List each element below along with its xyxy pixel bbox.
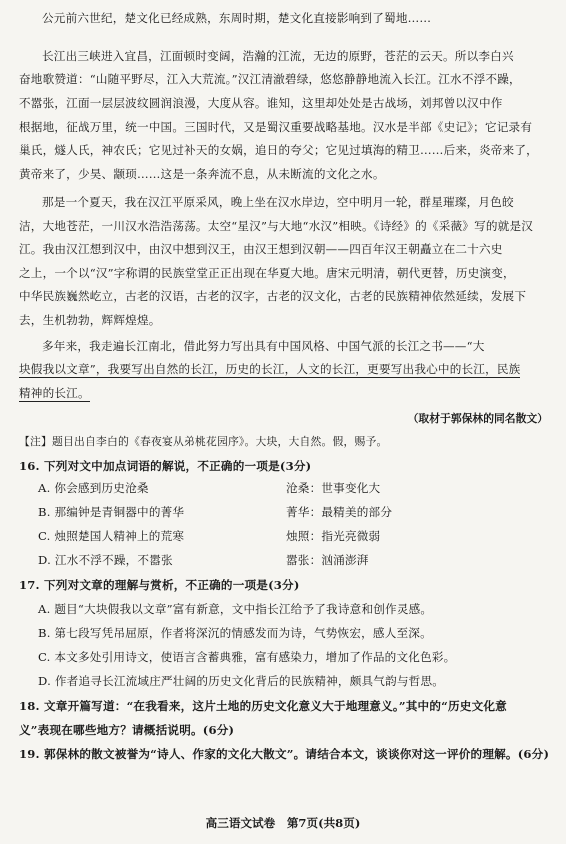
q17-option-d: D. 作者追寻长江流域庄严壮阔的历史文化背后的民族精神，颇具气韵与哲思。 [38,674,445,688]
q16-option-b-gloss: 菁华：最精美的部分 [286,505,393,519]
q16-option-d-gloss: 嚣张：汹涌澎湃 [286,553,369,567]
passage-line: 去，生机勃勃，辉辉煌煌。 [19,313,161,327]
passage-line: 不嚣张，江面一层层波纹圆润浪漫，大度从容。谁知，这里却处处是古战场，刘邦曾以汉中作 [19,96,503,110]
q16-option-a: A. 你会感到历史沧桑 [38,481,149,495]
passage-line: 奋地歌赞道：“山随平野尽，江入大荒流。”汉江清澈碧绿，悠悠静静地流入长江。江水不浮不躁， [19,72,521,86]
question-18-line: 18. 文章开篇写道：“在我看来，这片土地的历史文化意义大于地理意义。”其中的“历史文化意 [19,699,507,713]
passage-line: 黄帝来了，少昊、颛顼……这是一条奔流不息，从未断流的文化之水。 [19,167,385,181]
q16-option-d: D. 江水不浮不躁，不嚣张 [38,553,173,567]
page-footer: 高三语文试卷 第7页(共8页) [205,816,361,830]
q16-option-c-gloss: 烛照：指光亮微弱 [286,529,381,543]
question-17-stem: 17. 下列对文章的理解与赏析，不正确的一项是(3分) [19,578,300,592]
q17-option-a: A. 题目“大块假我以文章”富有新意，文中指长江给予了我诗意和创作灵感。 [38,602,433,616]
passage-line: 之上，一个以“汉”字称谓的民族堂堂正正出现在华夏大地。唐宋元明清，朝代更替，历史演变， [19,266,515,280]
passage-line: 江。我由汉江想到汉中，由汉中想到汉王，由汉王想到汉朝——四百年汉王朝矗立在二十六史 [19,242,503,256]
passage-line: 长江出三峡进入宜昌，江面顿时变阔，浩瀚的江流，无边的原野，苍茫的云天。所以李白兴 [42,49,514,63]
passage-line: 中华民族巍然屹立，古老的汉语，古老的汉字，古老的汉文化，古老的民族精神依然延续，发展下 [19,289,527,303]
passage-line: 洁，大地苍茫，一川汉水浩浩荡荡。太空“星汉”与大地“水汉”相映。《诗经》的《采薇》写的就是汉 [19,219,534,233]
q17-option-c: C. 本文多处引用诗文，使语言含蓄典雅，富有感染力，增加了作品的文化色彩。 [38,650,456,664]
q17-option-b: B. 第七段写凭吊屈原，作者将深沉的情感发而为诗，气势恢宏，感人至深。 [38,626,432,640]
passage-line: 巢氏，燧人氏，神农氏；它见过补天的女娲，追日的夸父；它见过填海的精卫……后来，炎帝来了， [19,143,538,157]
passage-line: 根据地，征战万里，统一中国。三国时代，又是蜀汉重要战略基地。汉水是半部《史记》；它记录有 [19,120,533,134]
q16-option-a-gloss: 沧桑：世事变化大 [286,481,381,495]
passage-line: 那是一个夏天，我在汉江平原采风，晚上坐在汉水岸边，空中明月一轮，群星璀璨，月色皎 [42,195,514,209]
underlined-text: 块假我以文章”，我要写出自然的长江，历史的长江，人文的长江，更要写出我心中的长江，民族 [19,362,521,376]
q16-option-b: B. 那编钟是青铜器中的菁华 [38,505,185,519]
question-19-line: 19. 郭保林的散文被誉为“诗人、作家的文化大散文”。请结合本文，谈谈你对这一评价的理解。(6分) [19,747,550,761]
source-citation: （取材于郭保林的同名散文） [407,412,548,425]
passage-note: 【注】题目出自李白的《春夜宴从弟桃花园序》。大块，大自然。假，赐予。 [19,435,388,448]
passage-line: 多年来，我走遍长江南北，借此努力写出具有中国风格、中国气派的长江之书——“大 [42,339,485,353]
passage-line: 公元前六世纪，楚文化已经成熟，东周时期，楚文化直接影响到了蜀地…… [42,11,432,25]
question-18-line: 义”表现在哪些地方？请概括说明。(6分) [19,723,235,737]
underlined-text: 精神的长江。 [19,386,90,400]
passage-line-underlined [19,361,549,377]
question-16-stem: 16. 下列对文中加点词语的解说，不正确的一项是(3分) [19,459,312,473]
q16-option-c: C. 烛照楚国人精神上的荒寒 [38,529,185,543]
passage-line-underlined [19,385,549,401]
